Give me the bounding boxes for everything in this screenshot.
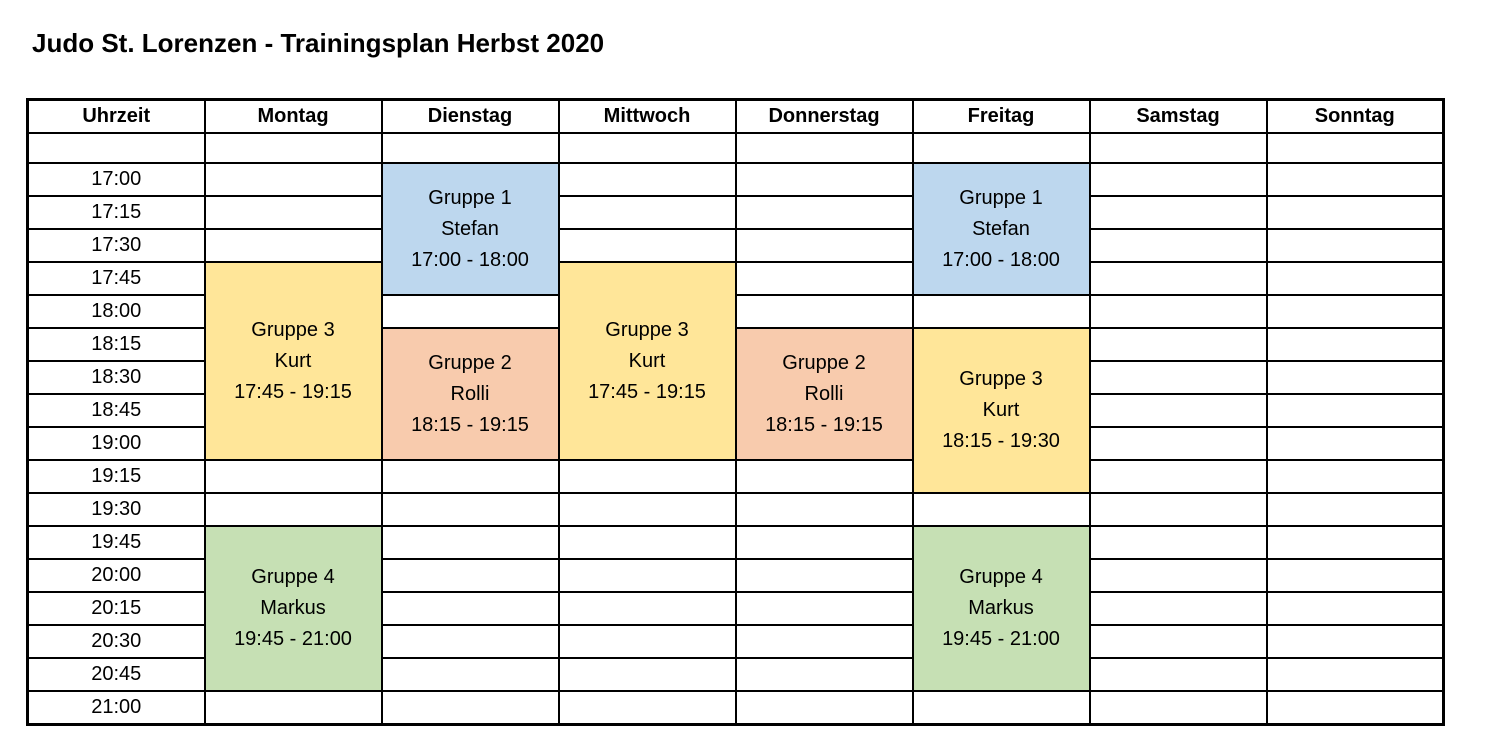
empty-cell [736,559,913,592]
empty-cell [736,295,913,328]
empty-cell [205,133,382,163]
session-block [205,262,382,460]
empty-cell [1090,658,1267,691]
empty-cell [1090,691,1267,725]
time-label: 17:30 [28,229,205,262]
empty-cell [736,493,913,526]
empty-cell [913,295,1090,328]
header-sonntag: Sonntag [1267,100,1444,134]
session-group: Gruppe 4 [959,566,1043,588]
spacer-row [28,133,1444,163]
empty-cell [559,559,736,592]
time-label: 18:00 [28,295,205,328]
time-row [28,229,1444,262]
session-time: 18:15 - 19:30 [942,430,1060,452]
empty-cell [382,460,559,493]
empty-cell [559,229,736,262]
header-samstag: Samstag [1090,100,1267,134]
empty-cell [1090,592,1267,625]
empty-cell [1090,427,1267,460]
session-block [913,526,1090,691]
time-label: 17:15 [28,196,205,229]
session-time: 17:00 - 18:00 [942,248,1060,271]
empty-cell [1090,196,1267,229]
session-group: Gruppe 2 [428,351,512,374]
time-label: 20:15 [28,592,205,625]
empty-cell [1090,559,1267,592]
session-block [559,262,736,460]
session-trainer: Rolli [450,382,490,405]
empty-cell [205,691,382,725]
empty-cell [1090,493,1267,526]
empty-cell [736,229,913,262]
empty-cell [1090,361,1267,394]
time-label: 18:15 [28,328,205,361]
session-trainer: Kurt [274,349,312,372]
empty-cell [205,460,382,493]
empty-cell [1267,592,1444,625]
time-label: 20:45 [28,658,205,691]
empty-cell [559,691,736,725]
session-block [205,526,382,691]
empty-cell [736,163,913,196]
empty-cell [559,658,736,691]
time-label: 17:45 [28,262,205,295]
session-trainer: Kurt [628,349,666,372]
empty-cell [736,691,913,725]
time-label: 19:15 [28,460,205,493]
empty-cell [205,163,382,196]
empty-cell [1090,295,1267,328]
session-trainer: Kurt [982,399,1020,421]
empty-cell [1267,427,1444,460]
session-trainer: Markus [260,597,326,619]
empty-cell [1267,295,1444,328]
empty-cell [736,526,913,559]
empty-cell [1267,526,1444,559]
empty-cell [1090,526,1267,559]
empty-cell [559,592,736,625]
header-montag: Montag [205,100,382,134]
session-group: Gruppe 1 [959,186,1043,209]
training-schedule-table [26,98,1445,726]
empty-cell [559,196,736,229]
session-trainer: Rolli [804,382,844,405]
empty-cell [736,592,913,625]
session-trainer: Stefan [972,217,1030,240]
time-row [28,262,1444,295]
header-row [28,100,1444,134]
header-freitag: Freitag [913,100,1090,134]
empty-cell [913,691,1090,725]
session-group: Gruppe 3 [251,318,335,341]
time-row [28,196,1444,229]
empty-cell [1267,625,1444,658]
empty-cell [28,133,205,163]
schedule-sheet [26,98,1445,726]
empty-cell [382,625,559,658]
session-time: 19:45 - 21:00 [234,628,352,650]
empty-cell [1090,163,1267,196]
session-trainer: Stefan [441,217,499,240]
time-label: 20:00 [28,559,205,592]
empty-cell [382,493,559,526]
empty-cell [1090,625,1267,658]
session-block [382,328,559,460]
session-trainer: Markus [968,597,1034,619]
empty-cell [1090,133,1267,163]
empty-cell [1267,691,1444,725]
session-block [736,328,913,460]
empty-cell [1267,229,1444,262]
header-donnerstag: Donnerstag [736,100,913,134]
session-time: 18:15 - 19:15 [765,413,883,436]
page-title: Judo St. Lorenzen - Trainingsplan Herbst 2020 [32,28,605,58]
empty-cell [1090,394,1267,427]
empty-cell [736,262,913,295]
session-time: 17:00 - 18:00 [411,248,529,271]
time-label: 20:30 [28,625,205,658]
time-label: 19:45 [28,526,205,559]
empty-cell [559,133,736,163]
empty-cell [736,196,913,229]
empty-cell [736,625,913,658]
session-group: Gruppe 4 [251,566,335,588]
empty-cell [382,592,559,625]
session-group: Gruppe 2 [782,351,866,374]
empty-cell [1267,658,1444,691]
empty-cell [736,658,913,691]
empty-cell [382,295,559,328]
empty-cell [382,658,559,691]
empty-cell [382,526,559,559]
header-uhrzeit: Uhrzeit [28,100,205,134]
empty-cell [1090,328,1267,361]
header-dienstag: Dienstag [382,100,559,134]
empty-cell [913,493,1090,526]
time-row [28,691,1444,725]
empty-cell [559,625,736,658]
empty-cell [382,691,559,725]
empty-cell [559,163,736,196]
empty-cell [205,229,382,262]
empty-cell [1267,196,1444,229]
empty-cell [382,133,559,163]
session-group: Gruppe 1 [428,186,512,209]
empty-cell [736,460,913,493]
session-group: Gruppe 3 [959,368,1043,390]
empty-cell [1267,394,1444,427]
time-row [28,163,1444,196]
empty-cell [559,493,736,526]
time-row [28,460,1444,493]
time-label: 19:30 [28,493,205,526]
empty-cell [1090,229,1267,262]
empty-cell [913,133,1090,163]
session-time: 17:45 - 19:15 [234,380,352,403]
empty-cell [1267,133,1444,163]
session-block [913,328,1090,493]
empty-cell [1267,328,1444,361]
time-row [28,526,1444,559]
time-label: 17:00 [28,163,205,196]
time-label: 18:30 [28,361,205,394]
empty-cell [1267,559,1444,592]
empty-cell [1267,361,1444,394]
time-label: 18:45 [28,394,205,427]
session-group: Gruppe 3 [605,318,689,341]
empty-cell [382,559,559,592]
header-mittwoch: Mittwoch [559,100,736,134]
session-time: 19:45 - 21:00 [942,628,1060,650]
empty-cell [205,493,382,526]
time-row [28,493,1444,526]
session-block [913,163,1090,295]
time-label: 19:00 [28,427,205,460]
empty-cell [1267,493,1444,526]
empty-cell [559,460,736,493]
empty-cell [1267,460,1444,493]
empty-cell [1267,163,1444,196]
session-block [382,163,559,295]
time-label: 21:00 [28,691,205,725]
empty-cell [205,196,382,229]
session-time: 17:45 - 19:15 [588,380,706,403]
empty-cell [559,526,736,559]
empty-cell [1090,460,1267,493]
empty-cell [1267,262,1444,295]
empty-cell [1090,262,1267,295]
session-time: 18:15 - 19:15 [411,413,529,436]
empty-cell [736,133,913,163]
